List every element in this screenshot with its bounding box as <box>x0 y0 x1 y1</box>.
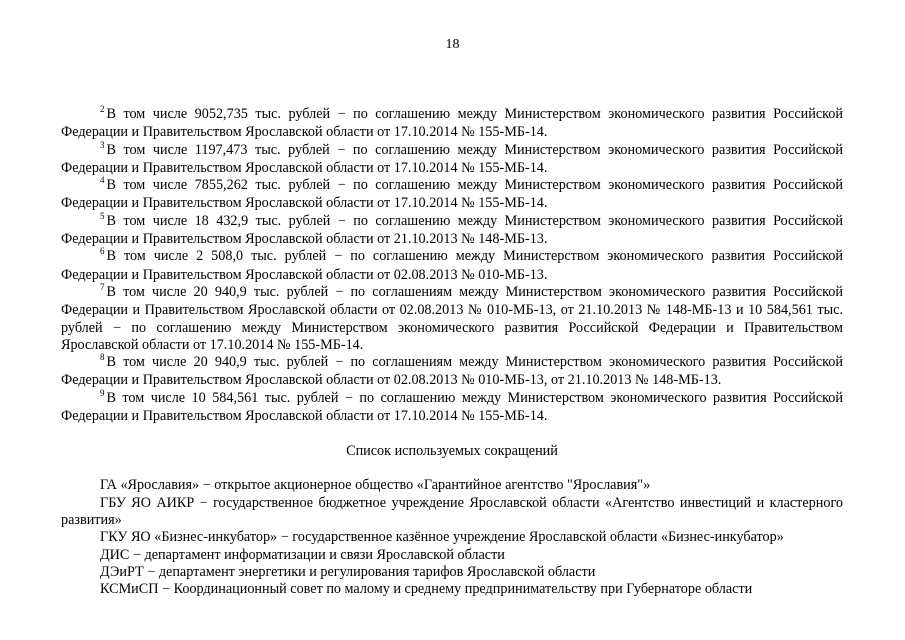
footnote <box>61 106 843 142</box>
footnote-mark: 7 <box>100 281 105 292</box>
footnote-mark: 3 <box>100 139 105 150</box>
footnote-mark: 6 <box>100 246 105 257</box>
footnote-text: В том числе 20 940,9 тыс. рублей − по соглашениям между Министерством экономического развития Российской Федерации и Правительством Ярославской области от 02.08.2013 № 010-МБ-13, от 21.10.2013 № 148-МБ-13. <box>61 354 843 389</box>
document-body <box>61 106 843 598</box>
footnote-mark: 5 <box>100 210 105 221</box>
footnote <box>61 177 843 213</box>
footnote-mark: 9 <box>100 387 105 398</box>
footnotes-section <box>61 106 843 425</box>
footnote-text: В том числе 9052,735 тыс. рублей − по соглашению между Министерством экономического развития Российской Федерации и Правительством Ярославской области от 17.10.2014 № 155-МБ-14. <box>61 106 843 141</box>
abbreviation-item: ГА «Ярославия» − открытое акционерное общество «Гарантийное агентство "Ярославия"» <box>100 477 651 494</box>
abbreviation-item: КСМиСП − Координационный совет по малому и среднему предпринимательству при Губернаторе области <box>100 581 753 598</box>
abbreviation-item: ГБУ ЯО АИКР − государственное бюджетное учреждение Ярославской области «Агентство инвестиций и кластерного развития» <box>61 494 843 528</box>
footnote-text: В том числе 2 508,0 тыс. рублей − по соглашению между Министерством экономического развития Российской Федерации и Правительством Ярославской области от 02.08.2013 № 010-МБ-13. <box>61 248 843 283</box>
footnote <box>61 139 843 178</box>
abbreviation-item: ДЭиРТ − департамент энергетики и регулирования тарифов Ярославской области <box>100 563 596 580</box>
footnote <box>61 281 843 354</box>
footnote-mark: 2 <box>100 104 105 114</box>
footnote <box>61 248 843 284</box>
footnote <box>61 354 843 390</box>
footnote-text: В том числе 20 940,9 тыс. рублей − по соглашениям между Министерством экономического развития Российской Федерации и Правительством Ярославской области от 02.08.2013 № 010-МБ-13, от 21.10.2013 № 148-МБ-13 и 10 584,561 тыс. рублей − по соглашению между Министерством экономического развития Российской Федерации и Правительством Ярославской области от 17.10.2014 № 155-МБ-14. <box>61 283 843 353</box>
footnote-mark: 8 <box>100 352 105 363</box>
footnote-mark: 4 <box>100 175 105 186</box>
footnote-text: В том числе 18 432,9 тыс. рублей − по соглашению между Министерством экономического развития Российской Федерации и Правительством Ярославской области от 21.10.2013 № 148-МБ-13. <box>61 212 843 248</box>
abbreviations-list <box>61 477 843 598</box>
abbreviations-title: Список используемых сокращений <box>346 443 558 460</box>
page-number: 18 <box>445 37 460 52</box>
footnote <box>61 387 843 426</box>
footnote <box>61 210 843 249</box>
footnote-text: В том числе 1197,473 тыс. рублей − по соглашению между Министерством экономического развития Российской Федерации и Правительством Ярославской области от 17.10.2014 № 155-МБ-14. <box>61 141 843 176</box>
abbreviation-item: ГКУ ЯО «Бизнес-инкубатор» − государственное казённое учреждение Ярославской области «Бизнес-инкубатор» <box>100 529 784 546</box>
footnote-text: В том числе 10 584,561 тыс. рублей − по соглашению между Министерством экономического развития Российской Федерации и Правительством Ярославской области от 17.10.2014 № 155-МБ-14. <box>61 389 843 425</box>
abbreviation-item: ДИС − департамент информатизации и связи Ярославской области <box>100 546 505 563</box>
footnote-text: В том числе 7855,262 тыс. рублей − по соглашению между Министерством экономического развития Российской Федерации и Правительством Ярославской области от 17.10.2014 № 155-МБ-14. <box>61 177 843 212</box>
